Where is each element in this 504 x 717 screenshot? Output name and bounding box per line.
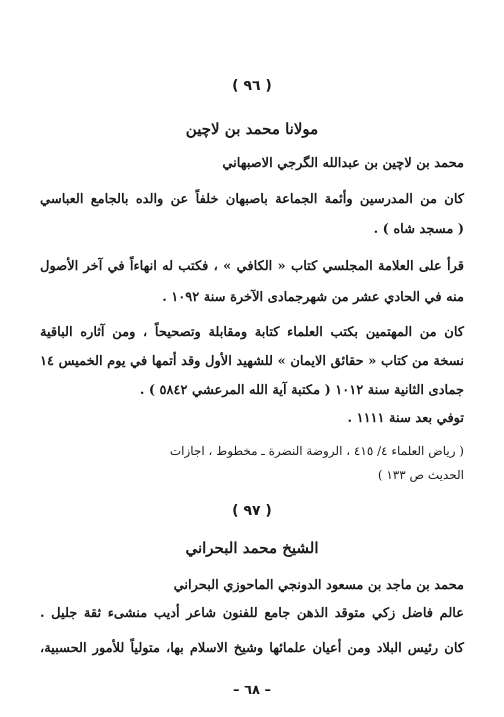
entry-97-title: الشيخ محمد البحراني (185, 539, 319, 557)
entry-96-line-2: كان من المدرسين وأئمة الجماعة باصبهان خلفاً عن والده بالجامع العباسي (40, 192, 464, 207)
entry-96-line-6: كان من المهتمين بكتب العلماء كتابة ومقابلة وتصحيحاً ، ومن آثاره الباقية (40, 325, 464, 340)
entry-96-line-3: ( مسجد شاه ) . (373, 222, 464, 237)
entry-96-number: ( ٩٦ ) (232, 78, 272, 94)
entry-97-line-2: عالم فاضل زكي متوقد الذهن جامع للفنون شاعر أديب منشىء ثقة جليل . (40, 606, 464, 621)
entry-96-line-8: جمادى الثانية سنة ١٠١٢ ( مكتبة آية الله المرعشي ٥٨٤٢ ) . (139, 383, 464, 398)
entry-96-reference-2: الحديث ص ١٣٣ ) (377, 468, 464, 482)
entry-96-line-7: نسخة من كتاب « حقائق الايمان » للشهيد الأول وقد أتمها في يوم الخميس ١٤ (40, 354, 464, 369)
entry-97-line-1: محمد بن ماجد بن مسعود الدونجي الماحوزي البحراني (173, 578, 464, 593)
entry-97-line-3: كان رئيس البلاد ومن أعيان علمائها وشيخ الاسلام بها، متولياً للأمور الحسبية، (40, 641, 464, 656)
entry-96-line-9: توفي بعد سنة ١١١١ . (347, 411, 464, 426)
entry-97-number: ( ٩٧ ) (232, 503, 272, 519)
entry-96-line-1: محمد بن لاچين بن عبدالله الگرجي الاصبهاني (222, 156, 464, 171)
entry-96-line-4: قرأ على العلامة المجلسي كتاب « الكافي » ، فكتب له انهاءاً في آخر الأصول (40, 259, 464, 274)
entry-96-title: مولانا محمد بن لاچين (185, 120, 319, 138)
entry-96-line-5: منه في الحادي عشر من شهرجمادى الآخرة سنة ١٠٩٢ . (162, 290, 464, 305)
entry-96-reference-1: ( رياض العلماء ٤/ ٤١٥ ، الروضة النضرة ـ مخطوط ، اجازات (169, 444, 464, 458)
page-number: – ٦٨ – (233, 683, 271, 698)
